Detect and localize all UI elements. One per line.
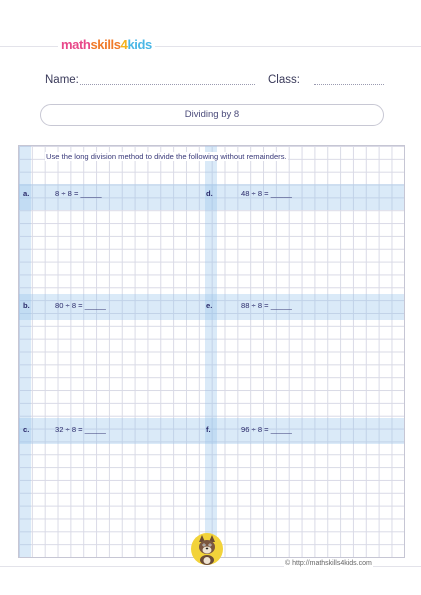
- name-field[interactable]: [80, 84, 255, 85]
- problem-label-a: a.: [23, 189, 30, 198]
- logo-part-math: math: [61, 37, 91, 52]
- problem-a[interactable]: 8 ÷ 8 = _____: [55, 189, 102, 198]
- worksheet-title: Dividing by 8: [40, 104, 384, 126]
- problem-label-e: e.: [206, 301, 213, 310]
- logo-part-4: 4: [120, 37, 128, 52]
- copyright-text: © http://mathskills4kids.com: [285, 560, 372, 567]
- problem-label-c: c.: [23, 425, 30, 434]
- class-label: Class:: [268, 74, 300, 86]
- graph-paper-grid: [18, 145, 405, 558]
- problem-label-d: d.: [206, 189, 213, 198]
- brand-logo: [58, 37, 155, 53]
- instruction-text: Use the long division method to divide the following without remainders.: [46, 152, 287, 161]
- problem-label-b: b.: [23, 301, 30, 310]
- problem-b[interactable]: 80 ÷ 8 = _____: [55, 301, 106, 310]
- logo-part-kids: kids: [127, 37, 152, 52]
- problem-f[interactable]: 96 ÷ 8 = _____: [241, 425, 292, 434]
- problem-label-f: f.: [206, 425, 211, 434]
- problem-d[interactable]: 48 ÷ 8 = _____: [241, 189, 292, 198]
- name-label: Name:: [45, 74, 79, 86]
- wolf-mascot-icon: [190, 532, 224, 566]
- logo-part-skills: skills: [90, 37, 121, 52]
- problem-e[interactable]: 88 ÷ 8 = _____: [241, 301, 292, 310]
- problem-c[interactable]: 32 ÷ 8 = _____: [55, 425, 106, 434]
- class-field[interactable]: [314, 84, 384, 85]
